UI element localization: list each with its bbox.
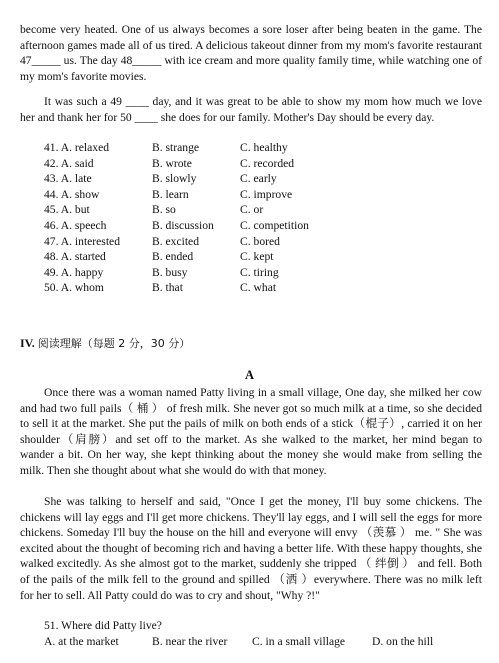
question-51-options [0,635,499,651]
option-c: C. competition [240,219,309,232]
option-row [0,171,499,186]
option-b: B. that [152,281,183,295]
cloze-passage-paragraph-2: It was such a 49 ____ day, and it was great to be able to show my mom how much we love her and thank her for 50 ____ she does for our family. Mother's Day should be every day. [20,95,482,124]
section-title: 阅读理解（每题 2 分，30 分） [37,337,191,350]
option-b: B. learn [152,187,189,201]
option-c: C. healthy [240,141,288,154]
section-heading [20,335,190,351]
section-number: IV. [20,336,35,350]
option-c: C. tiring [240,265,279,279]
reading-passage-paragraph-1: Once there was a woman named Patty living in a small village, One day, she milked her cow and had two full pails（ 桶 ） of fresh milk. She never got so much milk at a time, so she decided to sell it at the market. She put the pails of milk on both ends of a stick（棍子）, carried it on her shoulder（肩膀）and set off to the market. As she walked to the market, her mind began to wander a bit. On her way, she kept thinking about the money she would make from selling the milk. Then she thought about what she would do with that money. [20,386,482,477]
option-a: 44. A. show [44,187,100,201]
option-c: C. bored [240,234,280,248]
option-a: 43. A. late [44,172,92,186]
option-a: 41. A. relaxed [44,141,110,154]
option-row [0,187,499,202]
option-c: C. early [240,172,277,186]
question-51-stem: 51. Where did Patty live? [44,619,162,632]
option-b: B. ended [152,250,194,264]
option-a: 46. A. speech [44,219,107,232]
option-a: 48. A. started [44,250,106,264]
option-b: B. slowly [152,172,197,186]
option-c: C. improve [240,187,293,201]
option-b: B. busy [152,265,188,279]
option-b: B. excited [152,234,200,248]
option-a: 45. A. but [44,203,90,217]
question-51-option-d: D. on the hill [372,635,434,648]
option-row [0,202,499,217]
option-b: B. wrote [152,156,192,170]
question-51-option-c: C. in a small village [252,635,346,648]
option-row [0,218,499,233]
option-c: C. kept [240,250,274,264]
option-b: B. so [152,203,176,217]
passage-title: A [244,368,255,382]
question-51-option-b: B. near the river [152,635,228,648]
option-c: C. what [240,281,277,295]
reading-passage-paragraph-2: She was talking to herself and said, "Once I get the money, I'll buy some chickens. The chickens will lay eggs and I'll get more chickens. They'll lay eggs, and I will sell the eggs for more chickens. Someday I'll buy the house on the hill and everyone will envy （羡慕 ） me. " She was excited about the thought of becoming rich and having a better life. With these happy thoughts, she walked excitedly. As she almost got to the market, suddenly she tripped （ 绊倒 ） and fell. Both of the pails of the milk fell to the ground and spilled （洒 ）everywhere. There was no milk left for her to sell. All Patty could do was to cry and shout, "Why ?!" [20,495,482,602]
option-c: C. or [240,203,264,217]
option-b: B. strange [152,141,200,154]
option-row [0,280,499,295]
option-row [0,265,499,280]
option-a: 50. A. whom [44,281,104,295]
option-b: B. discussion [152,219,214,232]
cloze-passage-paragraph-1: become very heated. One of us always becomes a sore loser after being beaten in the game. The afternoon games made all of us tired. A delicious takeout dinner from my mom's favorite restaurant 47_____ us. The day 48_____ with ice cream and more quality family time, while watching one of my mom's favorite movies. [20,23,482,84]
option-a: 49. A. happy [44,265,104,279]
option-row [0,234,499,249]
question-51-option-a: A. at the market [44,635,119,648]
option-c: C. recorded [240,156,295,170]
option-a: 47. A. interested [44,234,120,248]
option-row [0,156,499,171]
option-a: 42. A. said [44,156,94,170]
option-row [0,249,499,264]
option-row [0,140,499,155]
